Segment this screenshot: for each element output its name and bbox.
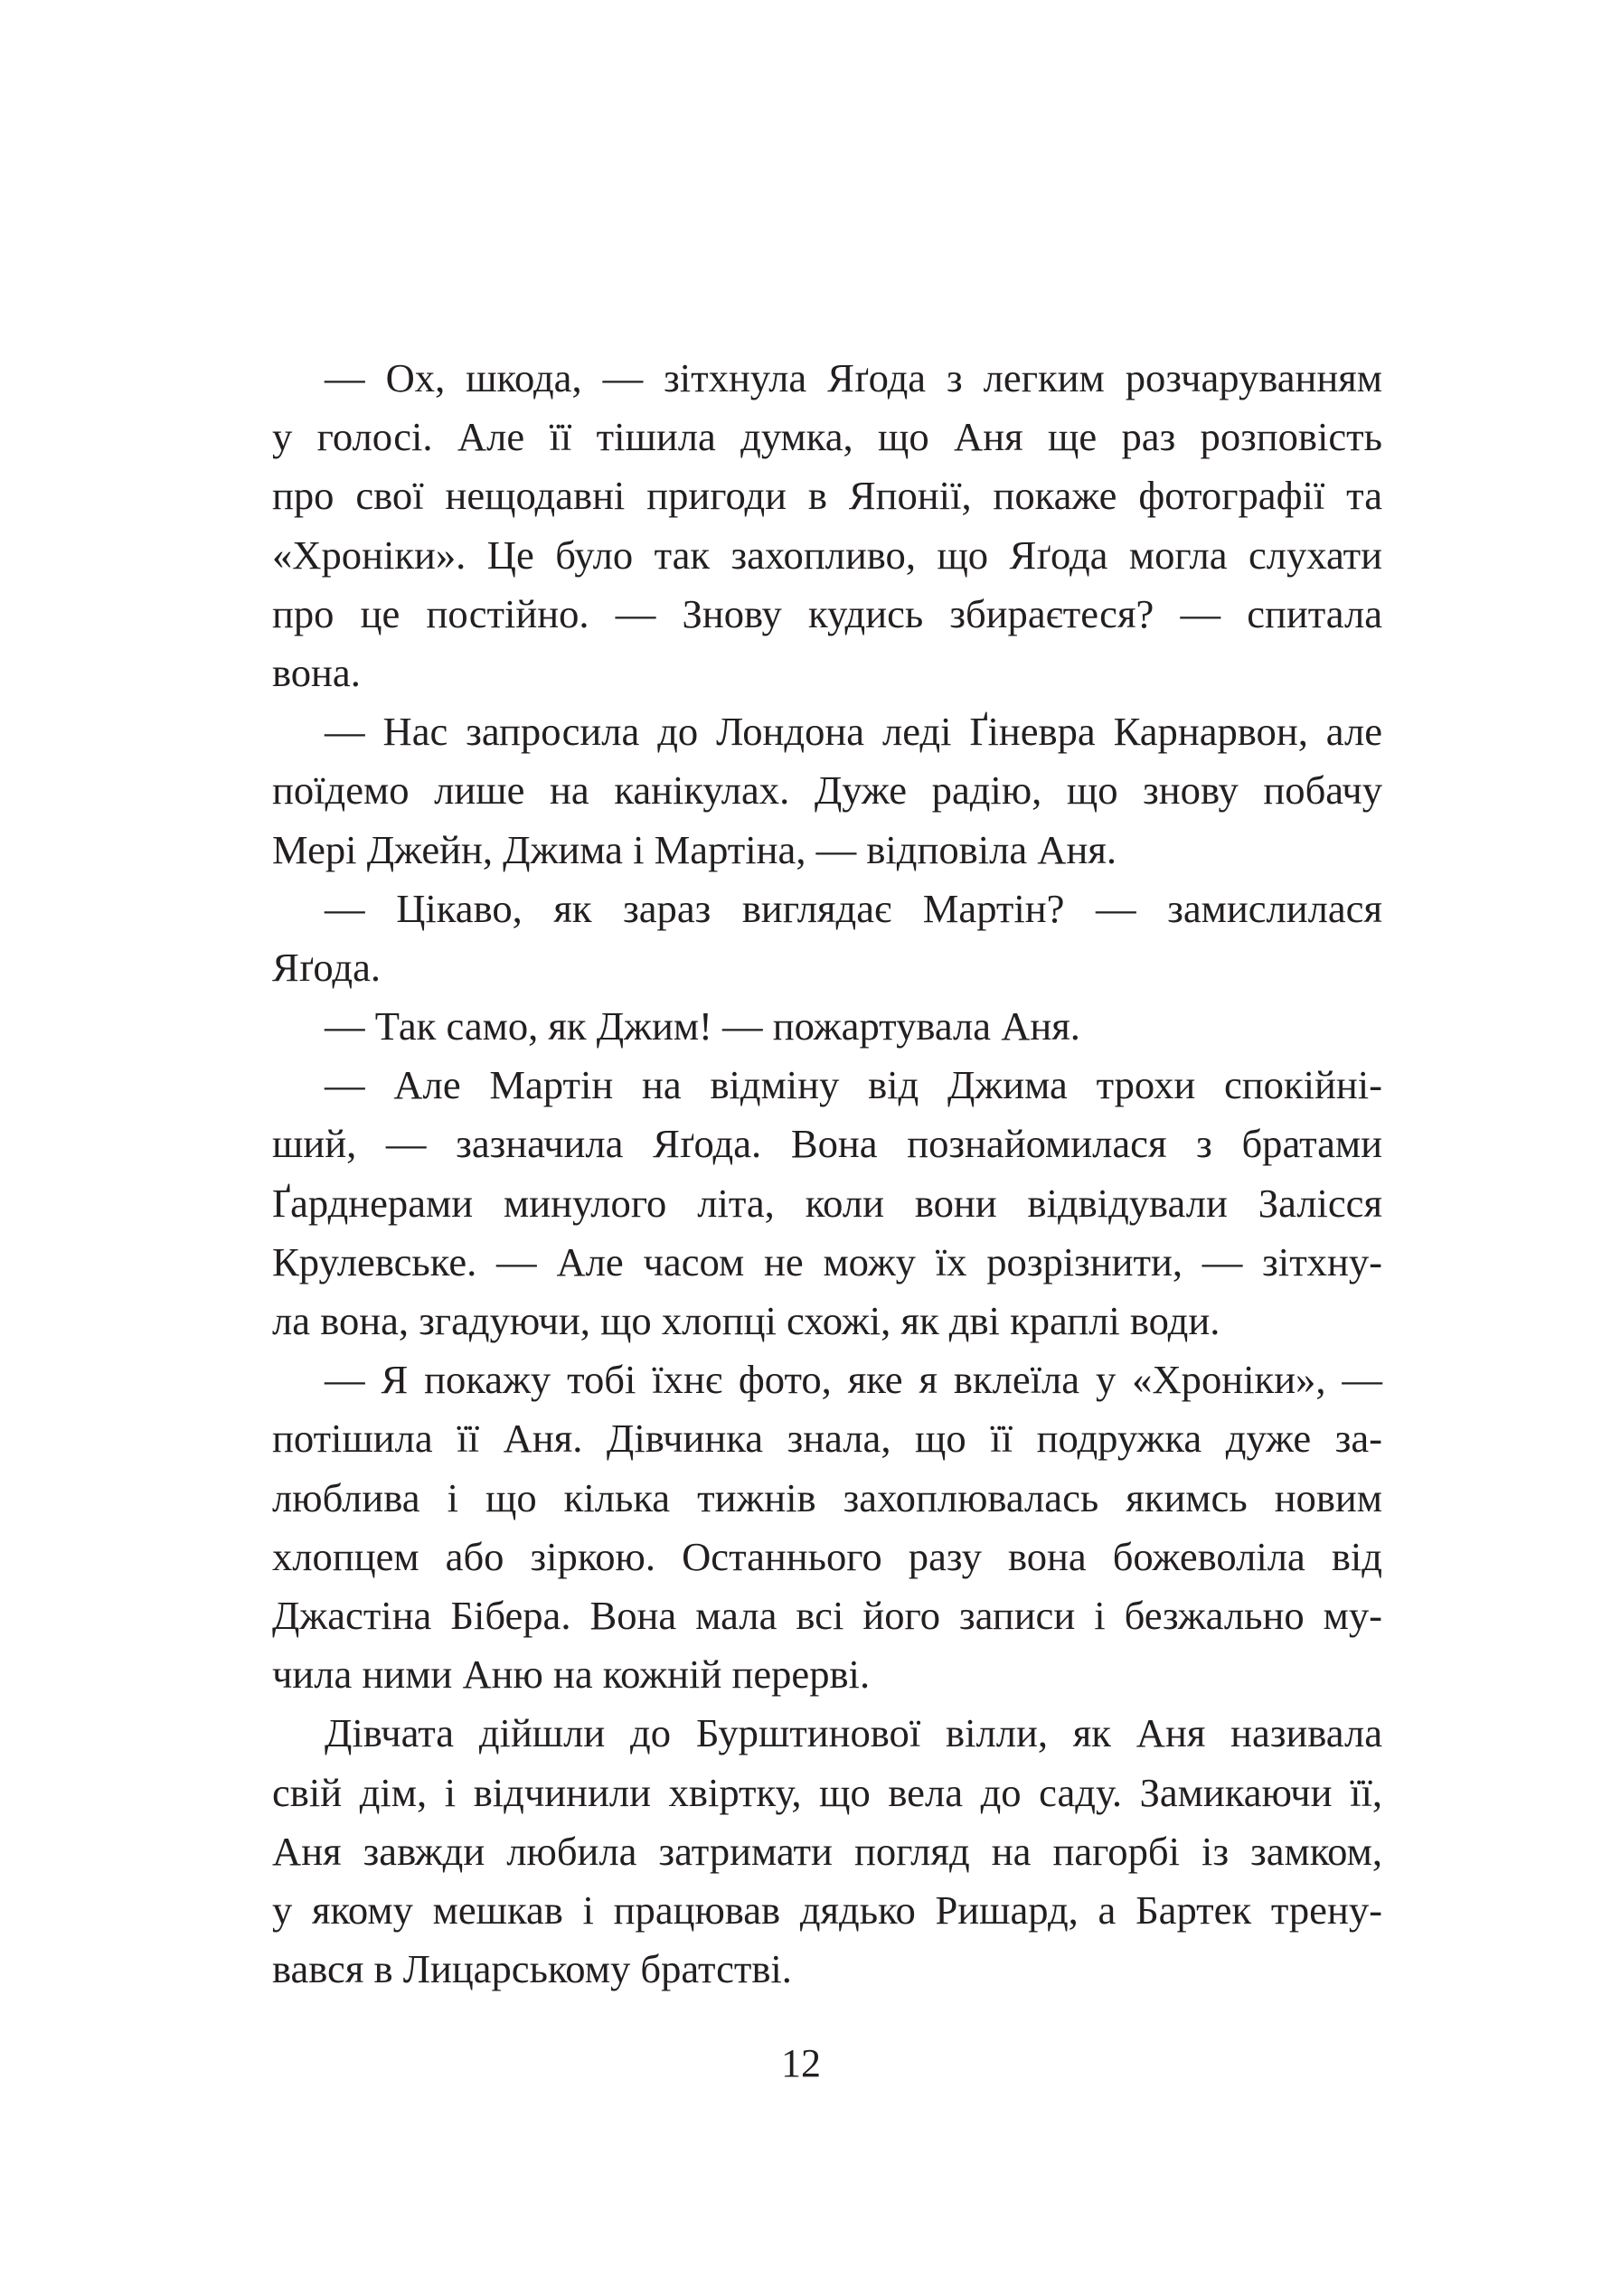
text-line: ший, — зазначила Яґода. Вона познайомилася з братами xyxy=(272,1121,1382,1167)
text-line: Дівчата дійшли до Бурштинової вілли, як Аня називала xyxy=(325,1710,1382,1756)
text-line: про це постійно. — Знову кудись збираєтеся? — спитала xyxy=(272,590,1382,636)
body-text xyxy=(272,349,1382,1999)
text-line: Мері Джейн, Джима і Мартіна, — відповіла Аня. xyxy=(272,826,1117,872)
text-line: вався в Лицарському братстві. xyxy=(272,1946,792,1992)
text-line: Джастіна Бібера. Вона мала всі його записи і безжально му- xyxy=(272,1592,1382,1638)
text-line: вона. xyxy=(272,649,361,695)
text-line: — Так само, як Джим! — пожартувала Аня. xyxy=(325,1003,1080,1049)
text-line: у голосі. Але її тішила думка, що Аня ще раз розповість xyxy=(272,414,1382,460)
text-line: Аня завжди любила затримати погляд на пагорбі із замком, xyxy=(272,1828,1382,1874)
text-line: Крулевське. — Але часом не можу їх розрізнити, — зітхну- xyxy=(272,1238,1382,1284)
text-line: про свої нещодавні пригоди в Японії, покаже фотографії та xyxy=(272,473,1382,519)
text-line: Яґода. xyxy=(272,944,382,990)
text-line: Ґарднерами минулого літа, коли вони відвідували Залісся xyxy=(272,1180,1382,1226)
text-line: — Але Мартін на відміну від Джима трохи спокійні- xyxy=(325,1062,1382,1108)
page-number: 12 xyxy=(781,2041,821,2085)
text-line: чила ними Аню на кожній перерві. xyxy=(272,1651,871,1698)
text-line: — Цікаво, як зараз виглядає Мартін? — замислилася xyxy=(325,885,1382,931)
text-line: — Я покажу тобі їхнє фото, яке я вклеїла у «Хроніки», — xyxy=(325,1357,1382,1403)
text-line: у якому мешкав і працював дядько Ришард, а Бартек трену- xyxy=(272,1887,1382,1933)
text-line: ла вона, згадуючи, що хлопці схожі, як дві краплі води. xyxy=(272,1298,1220,1343)
text-line: «Хроніки». Це було так захопливо, що Яґода могла слухати xyxy=(272,532,1382,578)
text-line: люблива і що кілька тижнів захоплювалась якимсь новим xyxy=(272,1474,1382,1520)
text-line: свій дім, і відчинили хвіртку, що вела до саду. Замикаючи її, xyxy=(272,1769,1382,1815)
text-line: поїдемо лише на канікулах. Дуже радію, що знову побачу xyxy=(272,767,1382,814)
text-line: — Нас запросила до Лондона леді Ґіневра Карнарвон, але xyxy=(325,709,1382,755)
text-line: потішила її Аня. Дівчинка знала, що її подружка дуже за- xyxy=(272,1416,1382,1462)
text-line: хлопцем або зіркою. Останнього разу вона божеволіла від xyxy=(272,1533,1382,1579)
text-line: — Ох, шкода, — зітхнула Яґода з легким розчаруванням xyxy=(325,355,1382,400)
